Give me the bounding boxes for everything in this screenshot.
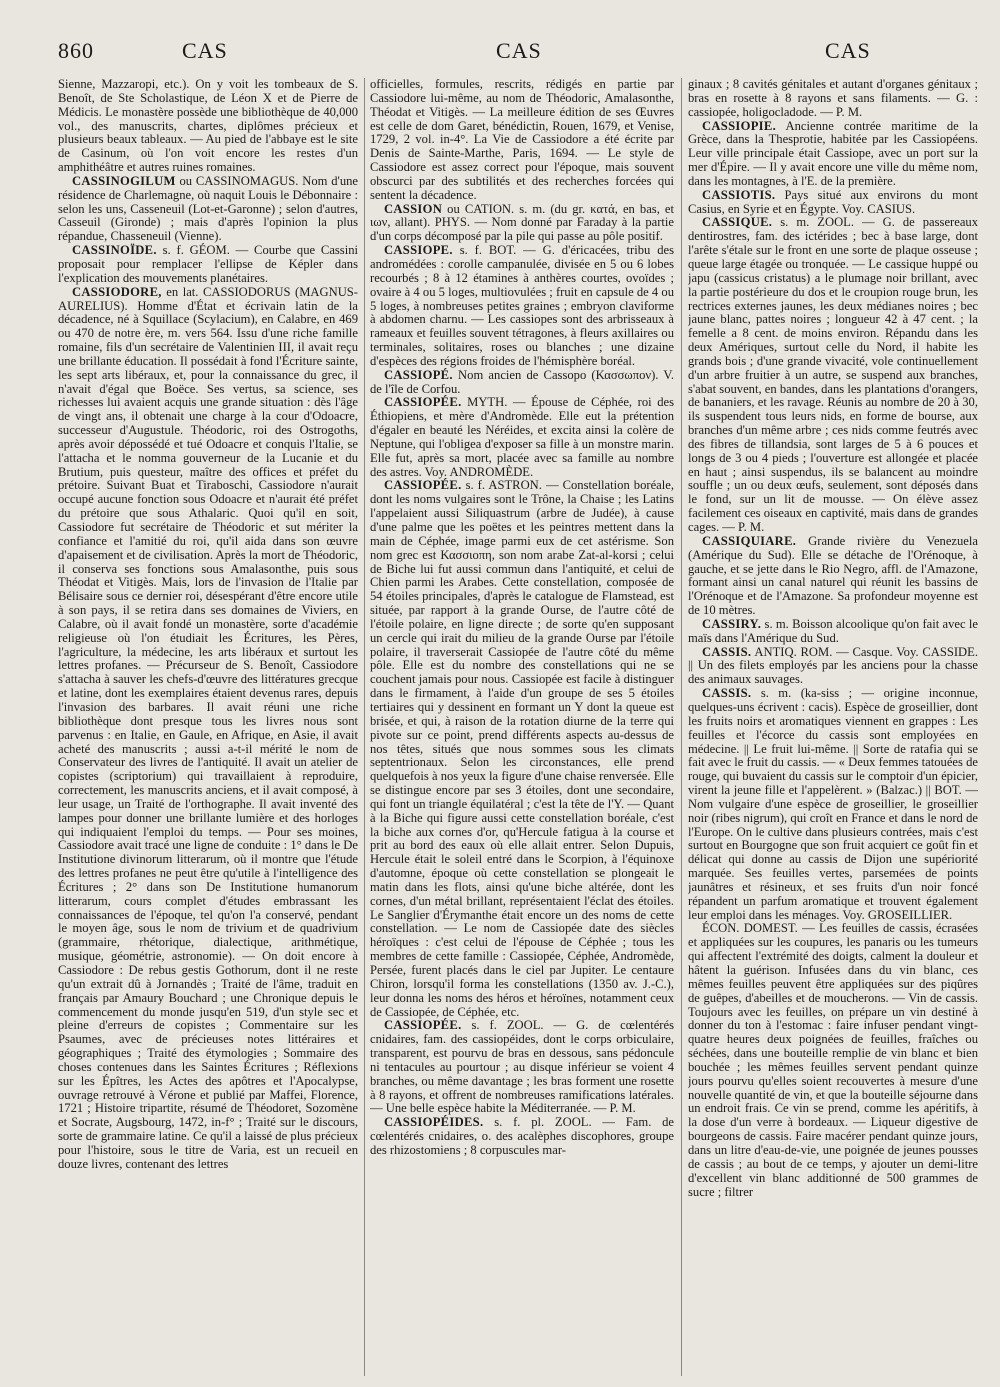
entry-headword: CASSIOPÉE. <box>384 478 462 493</box>
text-column-3 <box>688 78 978 1376</box>
column-rule-1 <box>364 78 365 1376</box>
entry-text: Pays situé aux environs du mont Casius, en Syrie et en Égypte. Voy. CASIUS. <box>688 187 978 216</box>
dictionary-entry <box>688 646 978 688</box>
entry-headword: CASSIODORE, <box>72 284 162 299</box>
entry-paragraph <box>688 922 978 1199</box>
entry-text: ANTIQ. ROM. — Casque. Voy. CASSIDE. || Un des filets employés par les anciens pour la chasse des animaux sauvages. <box>688 644 978 687</box>
entry-headword: CASSIS. <box>702 686 752 701</box>
dictionary-entry <box>688 189 978 217</box>
text-column-1 <box>58 78 358 1376</box>
dictionary-entry <box>688 687 978 922</box>
entry-text: s. m. (ka-siss ; — origine inconnue, quelques-uns écrivent : cacis). Espèce de groseillier, dont les fruits noirs et aromatiques viennent en grappes : Les feuilles et l'écorce du cassis sont employées en médecine. || Le fruit lui-même. || Sorte de ratafia qui se fait avec le fruit du cassis. — « Deux femmes tatouées de rouge, qui buvaient du cassis sur le comptoir d'un épicier, virent la jeune fille et l'appelèrent. » (Balzac.) || BOT. — Nom vulgaire d'une espèce de groseillier, le groseillier noir (ribes nigrum), qui croît en France et dans le nord de l'Europe. On le cultive dans plusieurs contrées, mais c'est surtout en Bourgogne que son fruit acquiert ce goût fin et délicat qui donne au cassis de Dijon une supériorité marquée. Ses feuilles vertes, parsemées de points jaunâtres et résineux, et ses fruits d'un noir foncé répandent un parfum aromatique et trouvent également leur emploi dans les ménages. Voy. GROSEILLIER. <box>688 686 978 922</box>
running-header <box>0 38 1000 72</box>
dictionary-entry <box>370 396 674 479</box>
dictionary-entry <box>688 120 978 189</box>
text-column-2 <box>370 78 674 1376</box>
entry-text: officielles, formules, rescrits, rédigés en partie par Cassiodore lui-même, au nom de Théodoric, Amalasonthe, Théodat et Vitigès. — La meilleure édition de ses Œuvres est celle de dom Garet, bénédictin, Rouen, 1679, et Venise, 1729, 2 vol. in-4°. La Vie de Cassiodore a été écrite par Denis de Sainte-Marthe, Paris, 1694. — Le style de Cassiodore est assez correct pour l'époque, mais souvent obscurci par des subtilités et des recherches forcées qui sentent la décadence. <box>370 78 674 202</box>
entry-text: Nom ancien de Cassopo (Κασσωπον). V. de l'île de Corfou. <box>370 367 674 396</box>
dictionary-entry <box>370 244 674 369</box>
entry-text: Ancienne contrée maritime de la Grèce, dans la Thesprotie, habitée par les Cassiopéens. Leur ville principale était Cassiope, avec un port sur la mer d'Épire. — Il y avait encore une ville du même nom, dans les montagnes, à l'E. de la première. <box>688 118 978 188</box>
entry-headword: CASSIOPÉE. <box>384 1018 462 1033</box>
entry-text: s. m. ZOOL. — G. de passereaux dentirostres, fam. des ictérides ; bec à base large, dont l'arête s'étale sur le front en une sorte de plaque osseuse ; queue large étagée ou tronquée. — Le cassique huppé ou japu (cassicus cristatus) a le plumage noir brillant, avec la partie postérieure du dos et le croupion rouge brun, les rectrices externes jaunes, les deux médianes noires ; bec jaune blanc, pattes noires ; longueur 42 à 47 cent. ; la femelle a 8 cent. de moins environ. Répandu dans les deux Amériques, surtout celle du Nord, il habite les grands bois ; d'une grande vivacité, vole continuellement d'un arbre fruitier à un autre, se suspend aux branches, s'abat souvent, en bandes, dans les plantations d'orangers, de bananiers, et les ravage. Réunis au nombre de 20 à 30, ils suspendent tous leurs nids, en forme de bourse, aux branches d'un même arbre ; ces nids comme feutrés avec des fibres de tillandsia, sont larges de 5 à 6 pouces et longs de 3 ou 4 pieds ; l'ouverture est allongée et placée en haut ; ainsi suspendus, ils se balancent au moindre souffle ; un ou deux œufs, seulement, sont déposés dans le fond, sur un lit de mousse. — On élève assez facilement ces oiseaux en captivité, mais dans de grandes cages. — P. M. <box>688 215 978 534</box>
dictionary-entry <box>688 535 978 618</box>
entry-headword: CASSINOÏDE. <box>72 243 157 258</box>
header-left-word: CAS <box>182 38 228 63</box>
entry-paragraph <box>58 78 358 175</box>
entry-text: s. f. BOT. — G. d'éricacées, tribu des andromédées : corolle campanulée, divisée en 5 ou 6 lobes recourbés ; 8 à 12 étamines à anthères courtes, ovoïdes ; ovaire à 4 ou 5 loges, multiovulées ; fruit en capsule de 4 ou 5 loges, à nombreuses petites graines ; embryon claviforme à abdomen charnu. — Les cassiopes sont des arbrisseaux à rameaux et feuilles souvent tétragones, à fleurs axillaires ou terminales, solitaires, roses ou blanches ; une dizaine d'espèces des régions froides de l'hémisphère boréal. <box>370 243 674 368</box>
header-right-word: CAS <box>825 38 871 63</box>
entry-headword: CASSIRY. <box>702 616 762 631</box>
entry-text: s. f. GÉOM. — Courbe que Cassini proposait pour remplacer l'ellipse de Képler dans l'explication des mouvements planétaires. <box>58 243 358 285</box>
entry-text: Grande rivière du Venezuela (Amérique du Sud). Elle se détache de l'Orénoque, à gauche, et se jette dans le Rio Negro, affl. de l'Amazone, formant ainsi un canal naturel qui réunit les bassins de l'Orénoque et de l'Amazone. Sa profondeur moyenne est de 10 mètres. <box>688 533 978 618</box>
entry-headword: CASSIS. <box>702 644 752 659</box>
entry-headword: CASSIOPIE. <box>702 118 777 133</box>
entry-text: s. m. Boisson alcoolique qu'on fait avec le maïs dans l'Amérique du Sud. <box>688 616 978 645</box>
entry-text: s. f. pl. ZOOL. — Fam. de cœlentérés cnidaires, o. des acalèphes discophores, groupe des rhizostomiens ; 8 corpuscules mar- <box>370 1115 674 1157</box>
entry-headword: CASSIOPÉ. <box>384 367 453 382</box>
entry-headword: CASSIQUIARE. <box>702 533 797 548</box>
dictionary-entry <box>58 175 358 244</box>
dictionary-entry <box>370 203 674 245</box>
entry-text: ou CASSINOMAGUS. Nom d'une résidence de Charlemagne, où naquit Louis le Débonnaire : selon les uns, Casseneuil (Lot-et-Garonne) ; selon d'autres, Casseuil (Gironde) ; mais d'après l'opinion la plus répandue, Chasseneuil (Vienne). <box>58 173 358 244</box>
page-number: 860 <box>58 38 94 63</box>
entry-headword: CASSIOTIS. <box>702 187 776 202</box>
dictionary-entry <box>688 618 978 646</box>
dictionary-entry <box>370 1116 674 1158</box>
entry-text: s. f. ASTRON. — Constellation boréale, dont les noms vulgaires sont le Trône, la Chaise ; les Latins l'appelaient aussi Siliquastrum (arbre de Judée), à cause d'une palme que les poëtes et les peintres mettent dans la main de Céphée, image parmi eux de cet astérisme. Son nom grec est Κασσιοπη, son nom arabe Zat-al-korsi ; celui de Biche lui fut aussi commun dans l'antiquité, et celui de Chien parmi les Arabes. Cette constellation, composée de 54 étoiles principales, d'après le catalogue de Flamstead, est située, par rapport à la grande Ourse, de l'autre côté de l'étoile polaire, en ligne directe ; de sorte qu'en supposant un cercle qui irait du milieu de la grande Ourse par l'étoile polaire, il traverserait Cassiopée de l'autre côté du même pôle. Elle est du nombre des constellations qui ne se couchent jamais pour nous. Cassiopée est facile à distinguer dans le firmament, à l'aide d'un groupe de ses 5 étoiles tertiaires qui y dessinent en formant un Y dont la queue est brisée, et qui, à raison de la rotation diurne de la terre qui pivote sur ce point, prend différents aspects au-dessus de nos têtes, situés que nous sommes sous les climats septentrionaux. Selon les circonstances, elle prend quelquefois à nos yeux la figure d'une chaise renversée. Elle se distingue encore par ses 3 étoiles, dont une secondaire, qui font un triangle équilatéral ; c'est la tête de l'Y. — Quant à la Biche qui figure aussi cette constellation boréale, c'est la biche aux cornes d'or, qu'Hercule fatigua à la course et prit au bord des eaux où elle allait entrer. Selon Dupuis, Hercule était le soleil entré dans le Scorpion, à l'équinoxe d'automne, époque où cette constellation se plongeait le matin dans les flots, ainsi qu'une biche altérée, dont les cornes, d'un métal brillant, représentaient l'éclat des étoiles. Le Sanglier d'Érymanthe était encore un des noms de cette constellation. — Le nom de Cassiopée date des siècles héroïques : c'est celui de l'épouse de Céphée ; tous les membres de cette famille : Cassiopée, Céphée, Andromède, Persée, furent placés dans le ciel par Jupiter. Le centaure Chiron, lorsqu'il forma les constellations (1350 av. J.-C.), leur donna les noms des héros et héroïnes, notamment ceux de Cassiopée, de Céphée, etc. <box>370 478 674 1019</box>
entry-headword: CASSIOPE. <box>384 243 453 258</box>
entry-text: en lat. CASSIODORUS (MAGNUS-AURELIUS). Homme d'État et écrivain latin de la décadence, né à Squillace (Scylacium), en Calabre, en 469 ou 470 de notre ère, m. vers 564. Issu d'une riche famille romaine, fils d'un secrétaire de Valentinien III, il avait reçu une brillante éducation. Il possédait à fond l'Écriture sainte, les sept arts libéraux, et, pour la connaissance du grec, il n'avait d'égal que Boëce. Ses vertus, sa science, ses richesses lui avaient acquis une grande situation : dès l'âge de vingt ans, il obtenait une charge à la cour d'Odoacre, successeur d'Augustule. Théodoric, roi des Ostrogoths, après avoir dépossédé et tué Odoacre et conquis l'Italie, se l'attacha et le nomma gouverneur de la Lucanie et du Brutium, puis questeur, maître des offices et préfet du prétoire. Suivant Buat et Tiraboschi, Cassiodore n'aurait occupé aucune fonction sous Odoacre et n'aurait été préfet du prétoire que sous Athalaric. Quoi qu'il en soit, Cassiodore fut secrétaire de Théodoric et sut mériter la confiance et l'amitié du roi, qu'il aida dans son œuvre d'apaisement et de civilisation. Après la mort de Théodoric, il conserva ses fonctions sous Amalasonthe, puis sous Théodat et Vitigès. Mais, lors de l'invasion de l'Italie par Bélisaire sous ce dernier roi, désespérant d'être encore utile à son pays, il se retira dans ses domaines de Viviers, en Calabre, où il avait fondé un monastère, sorte d'académie religieuse où l'on étudiait les Écritures, les Pères, l'agriculture, la médecine, les arts libéraux et surtout les lettres profanes. — Précurseur de S. Benoît, Cassiodore s'attacha à sauver les chefs-d'œuvre des littératures grecque et latine, dont les exemplaires étaient devenus rares, depuis l'invasion des barbares. Il avait réuni une riche bibliothèque dont presque tous les livres nous sont parvenus : en Italie, en Gaule, en Afrique, en Asie, il avait acheté des manuscrits ; aussi a-t-il mérité le nom de Conservateur des livres de l'antiquité. Il avait un atelier de copistes (scriptorium) qui travaillaient à reproduire, correctement, les manuscrits anciens, et il avait composé, à leur usage, un Traité de l'orthographe. Il avait inventé des lampes pour donner une brillante lumière et des horloges qui indiquaient l'emploi du temps. — Pour ses moines, Cassiodore avait tracé une ligne de conduite : 1° dans le De Institutione divinorum litterarum, où il montre que l'étude des lettres profanes ne peut être qu'utile à l'intelligence des Écritures ; 2° dans son De Institutione humanorum litterarum, cours complet d'études embrassant les connaissances de l'époque, tel qu'on l'a conservé, pendant le moyen âge, sous le nom de trivium et de quadrivium (grammaire, rhétorique, dialectique, arithmétique, musique, géométrie, astronomie). — On doit encore à Cassiodore : De rebus gestis Gothorum, dont il ne reste qu'un extrait dû à Jornandès ; Traité de l'âme, traduit en français par Amaury Bouchard ; une Chronique depuis le commencement du monde jusqu'en 519, d'un style sec et pleine d'erreurs de copistes ; Commentaire sur les Psaumes, avec de précieuses notes littéraires et géographiques ; Traité des étymologies ; Sommaire des choses contenues dans les Saintes Écritures ; Réflexions sur les Épîtres, les Actes des apôtres et l'Apocalypse, ouvrage retrouvé à Vérone et publié par Maffei, Florence, 1721 ; Histoire tripartite, résumé de Théodoret, Sozomène et Socrate, Augsbourg, 1472, in-f° ; Traité sur le discours, sorte de grammaire latine. Ce qu'il a laissé de plus précieux pour l'histoire, sous le titre de Varia, est un recueil en douze livres, contenant des lettres <box>58 284 358 1171</box>
dictionary-entry <box>58 244 358 286</box>
header-center-word: CAS <box>496 38 542 63</box>
entry-text: ginaux ; 8 cavités génitales et autant d'organes génitaux ; bras en rosette à 8 rayons et sans filaments. — G. : cassiopée, holigocladode. — P. M. <box>688 78 978 119</box>
entry-text: ou CATION. s. m. (du gr. κατά, en bas, et ιων, allant). PHYS. — Nom donné par Faraday à la partie d'un corps décomposé par la pile qui passe au pôle positif. <box>370 201 674 244</box>
entry-text: Sienne, Mazzaropi, etc.). On y voit les tombeaux de S. Benoît, de Ste Scholastique, de Léon X et de Pierre de Médicis. Le monastère possède une bibliothèque de 40,000 vol., des manuscrits, chartes, diplômes précieux et plusieurs beaux tableaux. — Au pied de l'abbaye est le site de Casinum, où l'on voit encore les restes d'un amphithéâtre et autres ruines romaines. <box>58 78 358 175</box>
entry-paragraph <box>688 78 978 120</box>
entry-headword: CASSIOPÉIDES. <box>384 1115 484 1130</box>
entry-text: MYTH. — Épouse de Céphée, roi des Éthiopiens, et mère d'Andromède. Elle eut la prétention d'égaler en beauté les Néréides, et excita ainsi la colère de Neptune, qui l'obligea d'exposer sa fille à un monstre marin. Elle fut, après sa mort, placée avec sa famille au nombre des astres. Voy. ANDROMÈDE. <box>370 395 674 479</box>
dictionary-entry <box>370 479 674 1019</box>
entry-headword: CASSINOGILUM <box>72 173 176 188</box>
dictionary-entry <box>688 216 978 534</box>
entry-text: s. f. ZOOL. — G. de cœlentérés cnidaires, fam. des cassiopéides, dont le corps orbiculaire, transparent, est pourvu de bras en dessous, sans pédoncule ni tentacules au pourtour ; au disque inférieur se voient 4 branches, ou même davantage ; les bras forment une rosette à 8 rayons, et offrent de nombreuses ramifications latérales. — Une belle espèce habite la Méditerranée. — P. M. <box>370 1018 674 1116</box>
entry-headword: CASSION <box>384 201 443 216</box>
dictionary-entry <box>58 286 358 1172</box>
entry-paragraph <box>370 78 674 203</box>
entry-headword: CASSIOPÉE. <box>384 395 462 410</box>
column-rule-2 <box>681 78 682 1376</box>
dictionary-entry <box>370 1019 674 1116</box>
entry-headword: CASSIQUE. <box>702 215 773 230</box>
entry-text: ÉCON. DOMEST. — Les feuilles de cassis, écrasées et appliquées sur les coupures, les panaris ou les tumeurs qui affectent l'extrémité des doigts, calment la douleur et hâtent la guérison. Infusées dans du vin blanc, ces mêmes feuilles peuvent être appliquées sur des piqûres de guêpes, d'abeilles et de moucherons. — Vin de cassis. Toujours avec les feuilles, on prépare un vin destiné à donner du ton à l'estomac : faire infuser pendant vingt-quatre heures deux poignées de feuilles, fraîches ou séchées, dans une bouteille remplie de vin blanc et bien bouchée ; les mêmes feuilles servent pendant quinze jours pourvu qu'elles soient recouvertes à mesure d'une nouvelle quantité de vin, et que la bouteille séjourne dans un endroit frais. Ce vin se prend, comme les apéritifs, à la dose d'un verre à bordeaux. — Liqueur digestive de bourgeons de cassis. Faire macérer pendant quinze jours, dans un litre d'eau-de-vie, une poignée de jeunes pousses de cassis ; au bout de ce temps, y ajouter un demi-litre d'excellent vin blanc additionné de 500 grammes de sucre ; filtrer <box>688 921 978 1199</box>
dictionary-entry <box>370 369 674 397</box>
